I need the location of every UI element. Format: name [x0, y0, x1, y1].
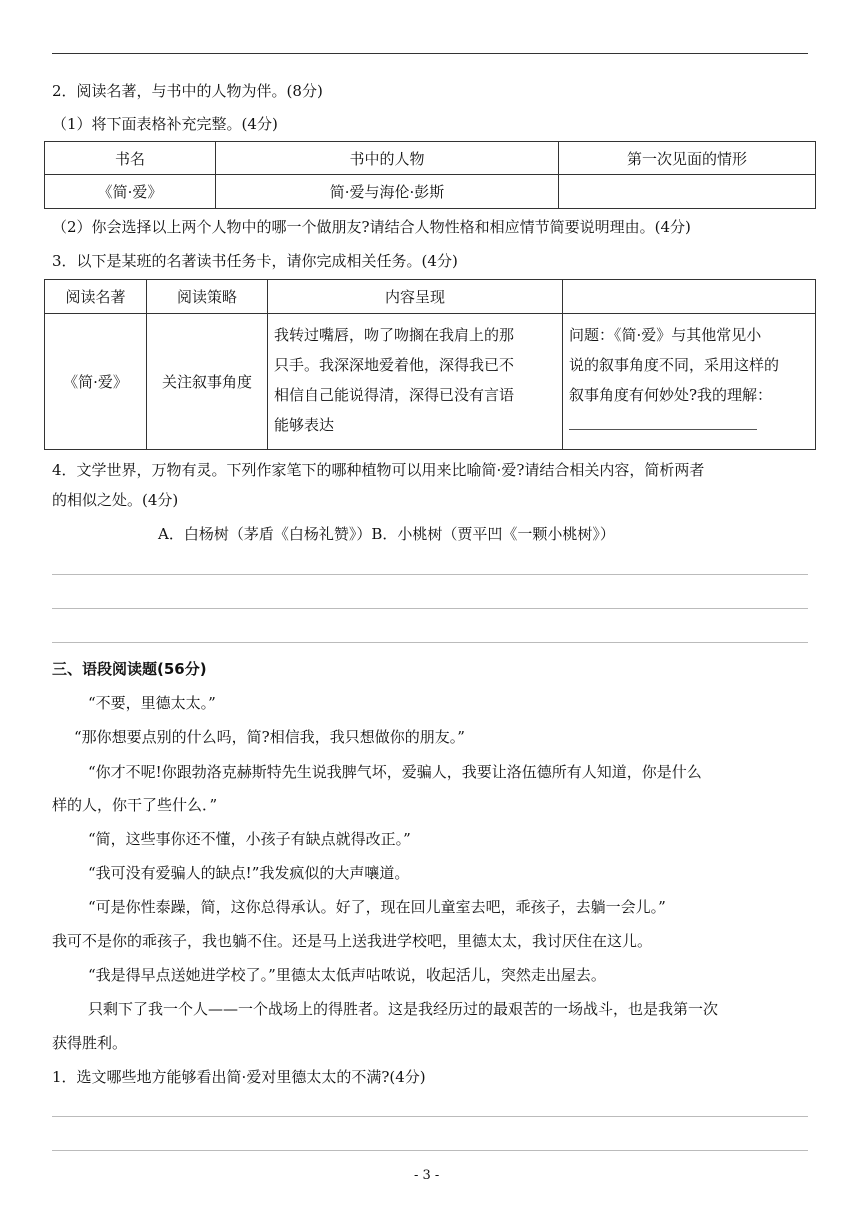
- question-line: 叙事角度有何妙处?我的理解：: [569, 386, 773, 404]
- content-line: 能够表达: [274, 416, 335, 434]
- question-line: 说的叙事角度不同，采用这样的: [569, 356, 780, 374]
- page-number: - 3 -: [414, 1168, 440, 1183]
- content-line: 相信自己能说得清，深得已没有言语: [274, 386, 515, 404]
- q2-cell-book: 《简·爱》: [45, 175, 216, 209]
- q4-title-line2: 的相似之处。(4分): [52, 491, 179, 509]
- passage-line: “我是得早点送她进学校了。”里德太太低声咕哝说，收起活儿，突然走出屋去。: [88, 966, 606, 984]
- passage-line: “你才不呢!你跟勃洛克赫斯特先生说我脾气坏，爱骗人，我要让洛伍德所有人知道，你是什么: [88, 763, 702, 781]
- passage-line: “不要，里德太太。”: [88, 694, 216, 712]
- q2-header-characters: 书中的人物: [216, 142, 559, 175]
- passage-line: 样的人，你干了些什么．”: [52, 796, 218, 814]
- q3-header-strategy: 阅读策略: [147, 280, 268, 314]
- q2-table: [44, 141, 816, 209]
- q4-title-line1: 4．文学世界，万物有灵。下列作家笔下的哪种植物可以用来比喻简·爱?请结合相关内容，简析两者: [52, 461, 705, 479]
- passage-line: 获得胜利。: [52, 1034, 128, 1052]
- q3-header-content: 内容呈现: [268, 280, 563, 314]
- q3-cell-strategy: 关注叙事角度: [147, 314, 268, 450]
- q3-cell-book: 《简·爱》: [45, 314, 147, 450]
- q3-cell-content: [268, 314, 563, 450]
- q2-cell-characters: 简·爱与海伦·彭斯: [216, 175, 559, 209]
- q2-header-book: 书名: [45, 142, 216, 175]
- answer-blank[interactable]: [569, 410, 809, 440]
- answer-line[interactable]: [52, 1150, 808, 1151]
- content-line: 只手。我深深地爱着他，深得我已不: [274, 356, 515, 374]
- answer-line[interactable]: [52, 608, 808, 609]
- passage-line: “那你想要点别的什么吗，简?相信我，我只想做你的朋友。”: [74, 728, 465, 746]
- q4-options: A．白杨树（茅盾《白杨礼赞》）B．小桃树（贾平凹《一颗小桃树》）: [158, 525, 615, 543]
- question-line: 问题：《简·爱》与其他常见小: [569, 326, 762, 344]
- q3-cell-question: [563, 314, 816, 450]
- section3-heading: 三、语段阅读题(56分): [52, 660, 207, 678]
- q2-sub1: （1）将下面表格补充完整。(4分): [52, 115, 278, 133]
- section3-q1: 1．选文哪些地方能够看出简·爱对里德太太的不满?(4分): [52, 1068, 426, 1086]
- passage-line: “简，这些事你还不懂，小孩子有缺点就得改正。”: [88, 830, 411, 848]
- q2-sub2: （2）你会选择以上两个人物中的哪一个做朋友?请结合人物性格和相应情节简要说明理由。(4分): [52, 218, 691, 236]
- q2-header-first-meeting: 第一次见面的情形: [559, 142, 816, 175]
- q3-header-book: 阅读名著: [45, 280, 147, 314]
- answer-line[interactable]: [52, 574, 808, 575]
- passage-line: “我可没有爱骗人的缺点!”我发疯似的大声嚷道。: [88, 864, 410, 882]
- passage-line: “可是你性泰躁，简，这你总得承认。好了，现在回儿童室去吧，乖孩子，去躺一会儿。”: [88, 898, 666, 916]
- content-line: 我转过嘴唇，吻了吻搁在我肩上的那: [274, 326, 515, 344]
- q3-table: [44, 279, 816, 450]
- passage-line: 我可不是你的乖孩子，我也躺不住。还是马上送我进学校吧，里德太太，我讨厌住在这儿。: [52, 932, 653, 950]
- header-rule: [52, 53, 808, 54]
- passage-line: 只剩下了我一个人——一个战场上的得胜者。这是我经历过的最艰苦的一场战斗，也是我第一次: [88, 1000, 719, 1018]
- q3-header-blank: [563, 280, 816, 314]
- q2-title: 2．阅读名著，与书中的人物为伴。(8分): [52, 82, 323, 100]
- answer-line[interactable]: [52, 642, 808, 643]
- answer-line[interactable]: [52, 1116, 808, 1117]
- q2-cell-first-meeting[interactable]: [559, 175, 816, 209]
- q3-title: 3．以下是某班的名著读书任务卡，请你完成相关任务。(4分): [52, 252, 458, 270]
